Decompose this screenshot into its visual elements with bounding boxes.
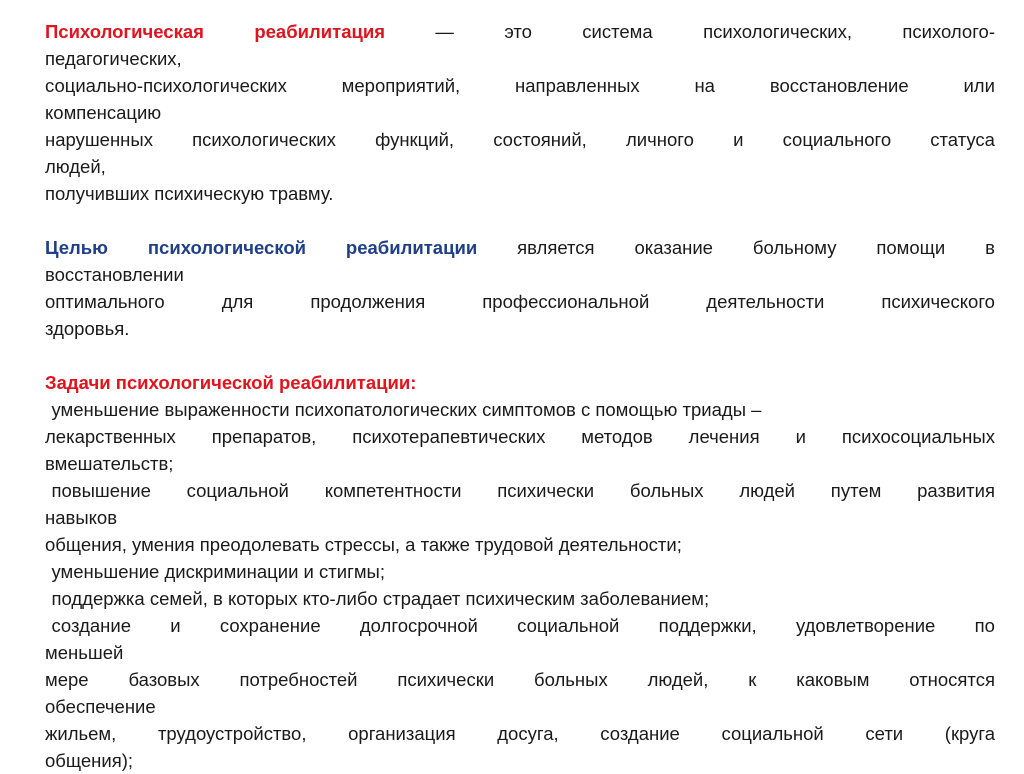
task-text: больных xyxy=(629,480,704,501)
text-line xyxy=(45,72,995,99)
task-text: социальной xyxy=(517,615,620,636)
task-text: путем xyxy=(830,480,882,501)
task-line xyxy=(45,477,995,504)
task-text: создание xyxy=(600,723,680,744)
task-text: поддержки, xyxy=(658,615,757,636)
task-text: методов xyxy=(581,426,653,447)
task-text: компетентности xyxy=(324,480,462,501)
task-line xyxy=(45,639,995,666)
text-line xyxy=(45,261,995,288)
task-text: психотерапевтических xyxy=(352,426,546,447)
word: социального xyxy=(782,129,892,150)
slide-content xyxy=(45,18,995,774)
task-text: социальной xyxy=(721,723,824,744)
word: статуса xyxy=(930,129,995,150)
paragraph-gap xyxy=(45,207,995,234)
task-text: меньшей xyxy=(45,642,124,663)
definition-paragraph xyxy=(45,18,995,207)
task-text: каковым xyxy=(796,669,870,690)
task-line xyxy=(45,558,995,585)
word: восстановление xyxy=(769,75,909,96)
task-line xyxy=(45,720,995,747)
word: восстановлении xyxy=(45,264,184,285)
task-text: психосоциальных xyxy=(841,426,995,447)
text-line xyxy=(45,180,995,207)
word: является xyxy=(517,237,595,258)
word: и xyxy=(733,129,744,150)
word: функций, xyxy=(375,129,455,150)
task-text: людей, xyxy=(647,669,709,690)
text-line xyxy=(45,18,995,45)
task-text: общения); xyxy=(45,750,134,771)
word: получивших психическую травму. xyxy=(45,183,334,204)
task-text: социальной xyxy=(186,480,289,501)
task-text: обеспечение xyxy=(45,696,156,717)
task-text: развития xyxy=(917,480,995,501)
word: людей, xyxy=(45,156,106,177)
task-text: потребностей xyxy=(239,669,358,690)
word: система xyxy=(582,21,653,42)
word: состояний, xyxy=(493,129,587,150)
task-text: больных xyxy=(534,669,608,690)
task-line xyxy=(45,450,995,477)
task-line xyxy=(45,747,995,774)
word: психолого- xyxy=(902,21,995,42)
task-text: навыков xyxy=(45,507,118,528)
task-line xyxy=(45,612,995,639)
highlighted-word: реабилитация xyxy=(254,21,386,42)
word: деятельности xyxy=(706,291,825,312)
text-line xyxy=(45,153,995,180)
task-text: базовых xyxy=(128,669,200,690)
task-line xyxy=(45,531,995,558)
task-text: относятся xyxy=(909,669,995,690)
word: психологических xyxy=(192,129,336,150)
task-text: лечения xyxy=(688,426,760,447)
task-text: жильем, xyxy=(45,723,117,744)
task-text: сети xyxy=(865,723,904,744)
task-line xyxy=(45,423,995,450)
task-text: (круга xyxy=(944,723,995,744)
task-text: психически xyxy=(497,480,595,501)
word: личного xyxy=(625,129,694,150)
task-first-word xyxy=(45,561,385,582)
task-text: создание xyxy=(51,615,132,636)
word: мероприятий, xyxy=(341,75,461,96)
task-first-word xyxy=(45,588,709,609)
task-text: трудоустройство, xyxy=(157,723,307,744)
text-line xyxy=(45,288,995,315)
word: для xyxy=(221,291,254,312)
task-text: повышение xyxy=(51,480,151,501)
word: нарушенных xyxy=(45,129,153,150)
task-text: к xyxy=(748,669,757,690)
word: профессиональной xyxy=(482,291,650,312)
task-text: поддержка семей, в которых кто-либо страдает психическим заболеванием; xyxy=(51,588,710,609)
tasks-list xyxy=(45,396,995,774)
task-text: долгосрочной xyxy=(359,615,478,636)
word: продолжения xyxy=(310,291,426,312)
word: здоровья. xyxy=(45,318,130,339)
word: в xyxy=(985,237,995,258)
task-text: общения, умения преодолевать стрессы, а также трудовой деятельности; xyxy=(45,534,682,555)
task-text: уменьшение выраженности психопатологических симптомов с помощью триады – xyxy=(51,399,762,420)
text-line xyxy=(45,315,995,342)
task-first-word xyxy=(45,399,761,420)
word: психического xyxy=(881,291,995,312)
word: психологических, xyxy=(703,21,852,42)
text-line xyxy=(45,126,995,153)
task-line xyxy=(45,585,995,612)
word: или xyxy=(963,75,995,96)
task-first-word xyxy=(45,612,131,639)
task-line xyxy=(45,396,995,423)
task-text: лекарственных xyxy=(45,426,176,447)
task-text: препаратов, xyxy=(211,426,317,447)
word: компенсацию xyxy=(45,102,162,123)
task-text: и xyxy=(170,615,181,636)
word: помощи xyxy=(876,237,946,258)
task-text: досуга, xyxy=(497,723,559,744)
task-line xyxy=(45,666,995,693)
task-line xyxy=(45,693,995,720)
highlighted-word: реабилитации xyxy=(345,237,478,258)
task-text: мере xyxy=(45,669,89,690)
text-line xyxy=(45,45,995,72)
text-line xyxy=(45,234,995,261)
word: это xyxy=(504,21,532,42)
highlighted-word: психологической xyxy=(147,237,307,258)
word: оптимального xyxy=(45,291,165,312)
task-text: организация xyxy=(348,723,456,744)
word: оказание xyxy=(634,237,713,258)
goal-paragraph xyxy=(45,234,995,342)
highlighted-word: Целью xyxy=(45,237,108,258)
task-text: людей xyxy=(739,480,796,501)
word: направленных xyxy=(515,75,640,96)
word: педагогических, xyxy=(45,48,182,69)
task-line xyxy=(45,504,995,531)
task-text: психически xyxy=(397,669,495,690)
task-first-word xyxy=(45,477,151,504)
task-text: удовлетворение xyxy=(795,615,936,636)
highlighted-word: Психологическая xyxy=(45,21,204,42)
tasks-heading xyxy=(45,369,995,396)
task-text: уменьшение дискриминации и стигмы; xyxy=(51,561,385,582)
word: социально-психологических xyxy=(45,75,287,96)
word: на xyxy=(694,75,715,96)
task-text: вмешательств; xyxy=(45,453,174,474)
text-line xyxy=(45,99,995,126)
paragraph-gap xyxy=(45,342,995,369)
tasks-heading-text: Задачи психологической реабилитации: xyxy=(45,372,417,393)
task-text: сохранение xyxy=(219,615,321,636)
word: больному xyxy=(752,237,837,258)
task-text: и xyxy=(795,426,806,447)
word: — xyxy=(435,21,454,42)
task-text: по xyxy=(974,615,995,636)
